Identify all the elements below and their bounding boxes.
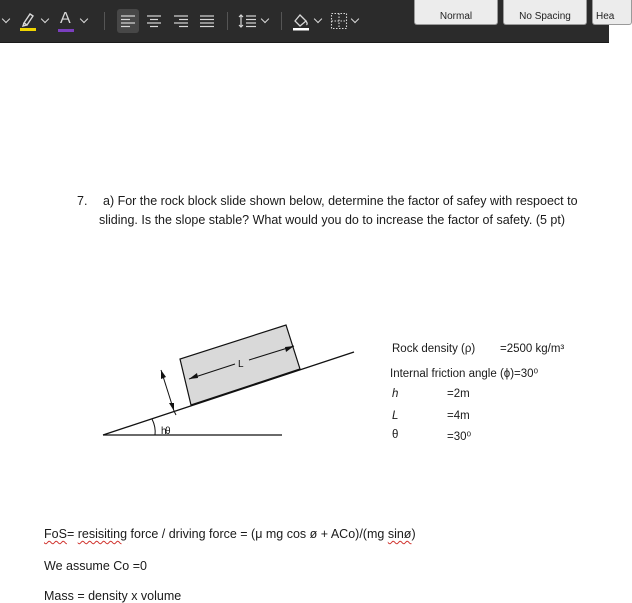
param-name-theta: θ [392,429,399,441]
font-color-letter: A [60,10,71,27]
font-color-chevron-icon[interactable] [81,0,87,42]
assumption-line: We assume Co =0 [44,559,147,573]
label-h: h [161,426,167,437]
question-line-2: sliding. Is the slope stable? What would you do to increase the factor of safety. (5 pt) [99,213,565,227]
toolbar-divider [281,12,282,30]
font-color-bar [58,29,74,32]
param-name-density: Rock density (ρ) [392,343,476,355]
param-value-density: =2500 kg/m³ [500,343,565,355]
fos-resisiting: resisiting [77,527,128,541]
toolbar-divider [227,12,228,30]
shading-chevron-icon[interactable] [315,0,321,42]
highlight-chevron-icon[interactable] [42,0,48,42]
justify-icon[interactable] [199,0,215,42]
mass-line: Mass = density x volume [44,589,182,603]
angle-arc [152,419,155,435]
fos-equation [44,527,416,541]
fos-middle: force / driving force = (μ mg cos ø + ACo)/(mg [127,527,388,541]
label-L: L [238,359,244,370]
document-page[interactable] [0,43,609,603]
line-spacing-chevron-icon[interactable] [262,0,268,42]
param-name-h: h [392,388,399,400]
chevron-down-icon[interactable] [3,0,9,42]
align-center-icon[interactable] [146,0,162,42]
formatting-toolbar [0,0,615,43]
style-normal[interactable]: Normal [414,0,498,25]
toolbar-divider [104,12,105,30]
align-right-icon[interactable] [173,0,189,42]
question-line-1: a) For the rock block slide shown below, determine the factor of safey with respoect to [103,194,578,208]
highlighter-icon[interactable] [18,0,38,42]
style-no-spacing[interactable]: No Spacing [503,0,587,25]
param-value-theta: =30⁰ [447,431,472,443]
param-value-L: =4m [447,410,470,422]
question-number: 7. [77,194,88,208]
height-arrow [161,370,176,415]
shading-icon[interactable] [291,0,311,42]
param-name-L: L [392,410,399,422]
rock-slide-diagram [95,318,365,448]
borders-icon[interactable] [330,0,348,42]
align-left-icon[interactable] [117,9,139,33]
param-name-friction: Internal friction angle (ϕ)=30⁰ [390,368,539,380]
fos-word: FoS [44,527,67,541]
style-heading[interactable]: Hea [592,0,632,25]
borders-chevron-icon[interactable] [352,0,358,42]
fos-sin: sinø [387,527,412,541]
fos-equals: = [66,527,78,541]
label-theta: θ [165,426,171,437]
fos-close: ) [411,527,416,541]
font-color-button[interactable] [58,0,74,42]
line-spacing-icon[interactable] [237,0,257,42]
param-value-h: =2m [447,388,470,400]
